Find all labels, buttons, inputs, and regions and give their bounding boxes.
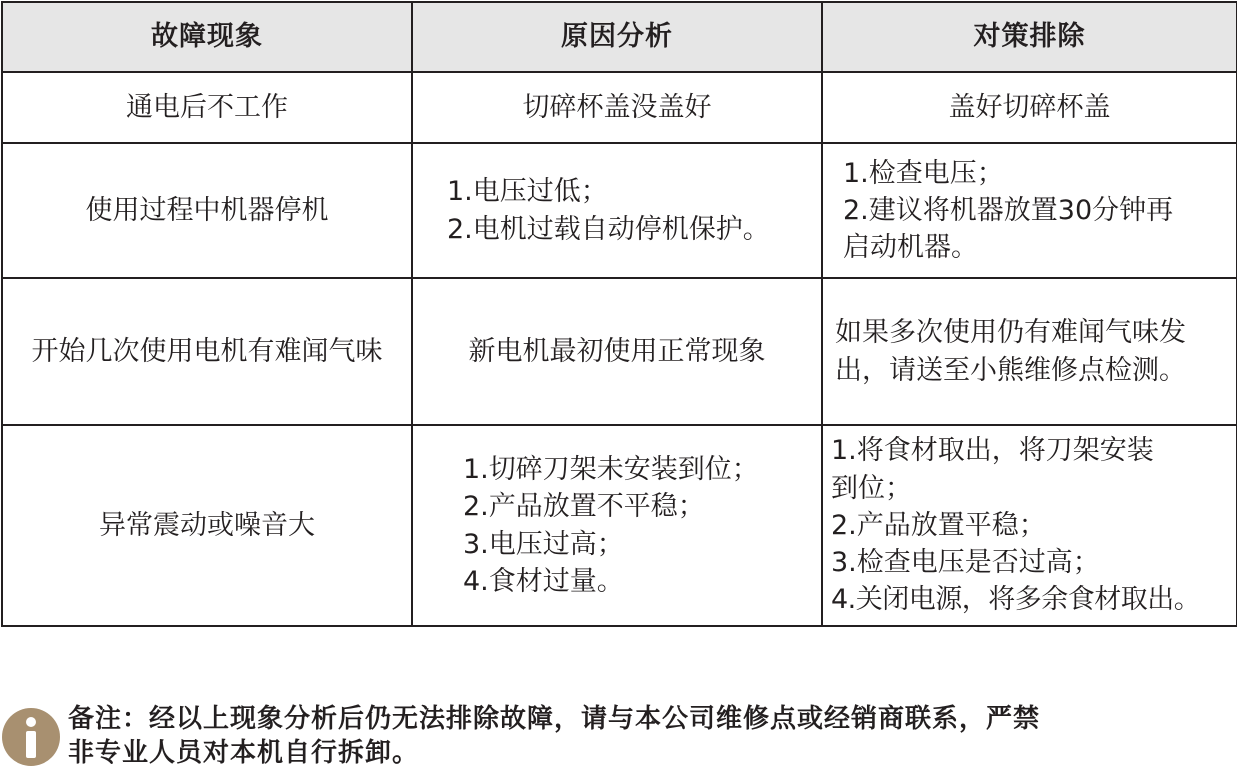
solution-cell bbox=[822, 143, 1237, 278]
solution-line: 2.产品放置平稳； bbox=[831, 509, 1046, 541]
info-icon bbox=[2, 708, 60, 766]
cause-line: 4.食材过量。 bbox=[463, 565, 624, 597]
cause-cell bbox=[412, 425, 822, 626]
solution-text: 盖好切碎杯盖 bbox=[948, 91, 1111, 123]
solution-line: 3.检查电压是否过高； bbox=[831, 547, 1100, 579]
table-header-row bbox=[2, 2, 1237, 72]
solution-line: 1.将食材取出，将刀架安装 bbox=[831, 435, 1154, 467]
symptom-text: 使用过程中机器停机 bbox=[85, 194, 329, 226]
cause-cell bbox=[412, 278, 822, 425]
table-row bbox=[2, 72, 1237, 143]
cause-line: 1.电压过低； bbox=[447, 176, 608, 208]
header-symptom: 故障现象 bbox=[2, 2, 412, 72]
cause-line: 3.电压过高； bbox=[463, 528, 624, 560]
solution-line: 4.关闭电源，将多余食材取出。 bbox=[831, 584, 1201, 616]
solution-line: 启动机器。 bbox=[843, 232, 978, 264]
cause-cell bbox=[412, 143, 822, 278]
note-line: 备注：经以上现象分析后仍无法排除故障，请与本公司维修点或经销商联系，严禁 bbox=[68, 704, 1041, 734]
solution-line: 2.建议将机器放置30分钟再 bbox=[843, 194, 1174, 226]
solution-cell bbox=[822, 278, 1237, 425]
symptom-cell bbox=[2, 143, 412, 278]
symptom-cell bbox=[2, 72, 412, 143]
note-text bbox=[68, 702, 1218, 770]
solution-cell bbox=[822, 72, 1237, 143]
table-row bbox=[2, 143, 1237, 278]
cause-text: 切碎杯盖没盖好 bbox=[522, 91, 712, 123]
solution-line: 如果多次使用仍有难闻气味发 bbox=[835, 317, 1186, 349]
cause-line: 2.电机过载自动停机保护。 bbox=[447, 213, 770, 245]
solution-line: 出，请送至小熊维修点检测。 bbox=[835, 354, 1186, 386]
cause-line: 2.产品放置不平稳； bbox=[463, 491, 705, 523]
note-section bbox=[2, 702, 1232, 766]
symptom-cell bbox=[2, 278, 412, 425]
note-line: 非专业人员对本机自行拆卸。 bbox=[68, 738, 420, 768]
solution-line: 到位； bbox=[831, 472, 912, 504]
symptom-text: 开始几次使用电机有难闻气味 bbox=[31, 335, 383, 367]
cause-line: 1.切碎刀架未安装到位； bbox=[463, 454, 759, 485]
solution-line: 1.检查电压； bbox=[843, 157, 1004, 189]
cause-text: 新电机最初使用正常现象 bbox=[468, 335, 766, 367]
table-row bbox=[2, 278, 1237, 425]
symptom-text: 通电后不工作 bbox=[126, 91, 288, 123]
header-solution: 对策排除 bbox=[822, 2, 1237, 72]
troubleshooting-table bbox=[1, 1, 1237, 627]
header-cause: 原因分析 bbox=[412, 2, 822, 72]
table-row bbox=[2, 425, 1237, 626]
symptom-cell bbox=[2, 425, 412, 626]
symptom-text: 异常震动或噪音大 bbox=[99, 509, 315, 541]
solution-cell bbox=[822, 425, 1237, 626]
cause-cell bbox=[412, 72, 822, 143]
